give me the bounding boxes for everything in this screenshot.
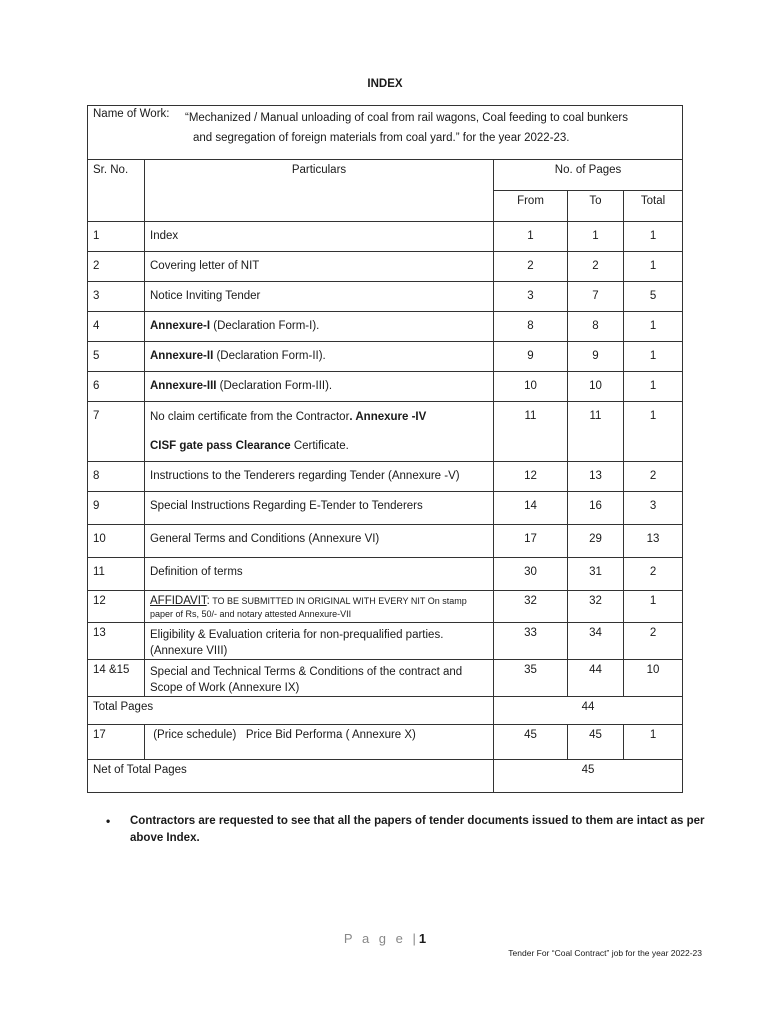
table-row [88,402,683,462]
from-cell: 35 [494,660,568,697]
from-cell: 11 [494,402,568,462]
name-of-work-line2: and segregation of foreign materials from coal yard.” for the year 2022-23. [193,132,570,144]
sr-cell: 2 [88,252,145,282]
table-row [88,342,683,372]
affidavit-desc-line2: paper of Rs, 50/- and notary attested Annexure-VII [150,609,352,619]
name-of-work-row [88,106,683,160]
name-of-work-label: Name of Work: [93,108,170,120]
total-cell: 1 [624,222,683,252]
to-cell: 29 [568,525,624,558]
total-cell: 10 [624,660,683,697]
eligibility-line2: (Annexure VIII) [150,645,228,657]
sr-cell: 14 &15 [88,660,145,697]
from-cell: 32 [494,591,568,623]
total-cell: 5 [624,282,683,312]
table-row [88,558,683,591]
total-cell: 2 [624,462,683,492]
particulars-cell [145,591,494,623]
total-cell: 1 [624,591,683,623]
no-of-pages-header: No. of Pages [494,160,683,191]
from-cell: 2 [494,252,568,282]
particulars-cell [145,623,494,660]
sr-cell: 3 [88,282,145,312]
particulars-cell: General Terms and Conditions (Annexure VI) [145,525,494,558]
from-cell: 17 [494,525,568,558]
sr-cell: 17 [88,725,145,760]
table-row [88,492,683,525]
total-pages-row [88,697,683,725]
total-cell: 13 [624,525,683,558]
sr-cell: 10 [88,525,145,558]
from-cell: 9 [494,342,568,372]
to-cell: 16 [568,492,624,525]
table-row [88,282,683,312]
cisf-desc: Certificate. [290,440,349,452]
to-cell: 10 [568,372,624,402]
affidavit-label: AFFIDAVIT [150,595,207,607]
total-pages-label: Total Pages [88,697,494,725]
index-table [87,105,683,793]
particulars-cell [145,372,494,402]
sr-no-header: Sr. No. [88,160,145,222]
total-cell: 2 [624,558,683,591]
total-cell: 1 [624,372,683,402]
total-pages-value: 44 [494,697,683,725]
annexure-label: . Annexure -IV [349,411,427,423]
sr-cell: 7 [88,402,145,462]
sr-cell: 13 [88,623,145,660]
annexure-label: Annexure-III [150,380,217,392]
total-cell: 2 [624,623,683,660]
net-total-label: Net of Total Pages [88,760,494,793]
particulars-cell [145,342,494,372]
sr-cell: 4 [88,312,145,342]
annexure-desc: (Declaration Form-II). [213,350,326,362]
total-header: Total [624,191,683,222]
particulars-cell: Index [145,222,494,252]
annexure-desc: (Declaration Form-I). [210,320,320,332]
particulars-cell: Covering letter of NIT [145,252,494,282]
page-number: 1 [418,931,427,946]
particulars-cell: Special Instructions Regarding E-Tender to Tenderers [145,492,494,525]
to-header: To [568,191,624,222]
page-title: INDEX [367,78,403,90]
from-cell: 8 [494,312,568,342]
no-claim-text: No claim certificate from the Contractor [150,411,350,423]
affidavit-colon: : [206,595,210,607]
page-label: P a g e [343,931,406,946]
sr-cell: 6 [88,372,145,402]
to-cell: 1 [568,222,624,252]
to-cell: 34 [568,623,624,660]
from-header: From [494,191,568,222]
bullet-icon: • [106,814,111,828]
total-cell: 1 [624,725,683,760]
affidavit-desc-line1: TO BE SUBMITTED IN ORIGINAL WITH EVERY NIT On stamp [209,596,467,606]
particulars-cell: Definition of terms [145,558,494,591]
to-cell: 2 [568,252,624,282]
cisf-label: CISF gate pass Clearance [150,440,291,452]
particulars-cell: Instructions to the Tenderers regarding Tender (Annexure -V) [145,462,494,492]
annexure-label: Annexure-I [150,320,211,332]
to-cell: 9 [568,342,624,372]
to-cell: 31 [568,558,624,591]
to-cell: 44 [568,660,624,697]
to-cell: 32 [568,591,624,623]
special-technical-line2: Scope of Work (Annexure IX) [150,682,300,694]
from-cell: 45 [494,725,568,760]
particulars-cell [145,402,494,462]
table-row [88,725,683,760]
tender-footer: Tender For “Coal Contract” job for the year 2022-23 [508,948,702,958]
from-cell: 14 [494,492,568,525]
particulars-header: Particulars [145,160,494,222]
table-row [88,660,683,697]
particulars-cell: Notice Inviting Tender [145,282,494,312]
note [106,813,706,847]
table-row [88,525,683,558]
total-cell: 1 [624,252,683,282]
special-technical-line1: Special and Technical Terms & Conditions of the contract and [150,666,463,678]
to-cell: 13 [568,462,624,492]
to-cell: 11 [568,402,624,462]
name-of-work-line1: “Mechanized / Manual unloading of coal from rail wagons, Coal feeding to coal bunkers [185,112,629,124]
particulars-cell: (Price schedule) Price Bid Performa ( Annexure X) [145,725,494,760]
from-cell: 3 [494,282,568,312]
total-cell: 1 [624,402,683,462]
sr-cell: 5 [88,342,145,372]
total-cell: 1 [624,342,683,372]
table-row [88,462,683,492]
to-cell: 45 [568,725,624,760]
from-cell: 33 [494,623,568,660]
from-cell: 1 [494,222,568,252]
annexure-label: Annexure-II [150,350,214,362]
eligibility-line1: Eligibility & Evaluation criteria for non-prequalified parties. [150,629,444,641]
from-cell: 30 [494,558,568,591]
from-cell: 12 [494,462,568,492]
total-cell: 1 [624,312,683,342]
page-separator: | [412,931,419,946]
sr-cell: 1 [88,222,145,252]
table-row [88,372,683,402]
particulars-cell [145,660,494,697]
to-cell: 7 [568,282,624,312]
table-row [88,312,683,342]
table-row [88,252,683,282]
annexure-desc: (Declaration Form-III). [216,380,333,392]
table-row [88,222,683,252]
net-total-row [88,760,683,793]
to-cell: 8 [568,312,624,342]
sr-cell: 11 [88,558,145,591]
note-text: Contractors are requested to see that all the papers of tender documents issued to them are intact as per above Index. [130,815,705,844]
table-row [88,623,683,660]
page-number-footer [0,931,770,946]
sr-cell: 8 [88,462,145,492]
from-cell: 10 [494,372,568,402]
total-cell: 3 [624,492,683,525]
sr-cell: 12 [88,591,145,623]
particulars-cell [145,312,494,342]
net-total-value: 45 [494,760,683,793]
sr-cell: 9 [88,492,145,525]
table-row [88,591,683,623]
header-row [88,160,683,191]
